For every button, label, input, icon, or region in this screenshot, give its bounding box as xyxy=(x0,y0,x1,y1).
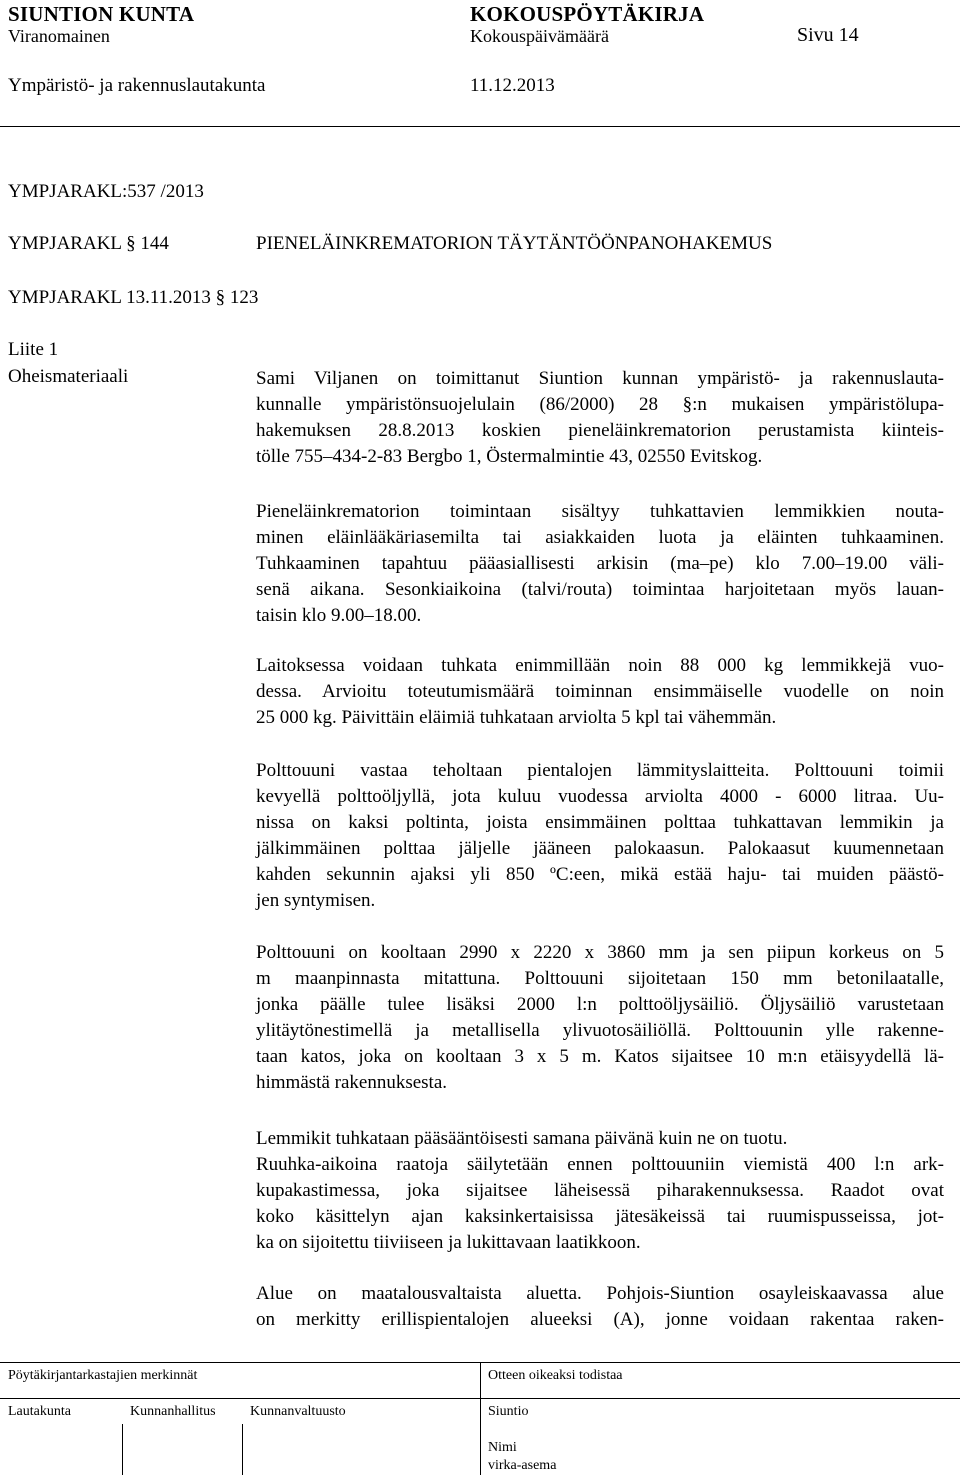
executive-label: Kunnanhallitus xyxy=(130,1404,216,1419)
text-line: ylitäytönestimellä ja metallisella ylivuotosäiliöllä. Polttouunin ylle rakenne- xyxy=(256,1020,944,1041)
title-label: virka-asema xyxy=(488,1458,557,1473)
text-line: hakemuksen 28.8.2013 koskien pieneläinkrematorion perustamista kiinteis- xyxy=(256,420,944,441)
document-type: KOKOUSPÖYTÄKIRJA xyxy=(470,2,705,26)
footer-row-divider xyxy=(0,1398,960,1399)
footer-cell-divider xyxy=(122,1424,123,1475)
text-line: jälkimmäinen polttaa jäljelle jääneen palokaasun. Palokaasut kuumennetaan xyxy=(256,838,944,859)
municipality-name: SIUNTION KUNTA xyxy=(8,2,195,26)
certified-label: Otteen oikeaksi todistaa xyxy=(488,1368,623,1383)
text-line: Polttouuni on kooltaan 2990 x 2220 x 3860 mm ja sen piipun korkeus on 5 xyxy=(256,942,944,963)
text-line: koko käsittelyn ajan kaksinkertaisissa jätesäkeissä tai ruumispusseissa, jot- xyxy=(256,1206,944,1227)
text-line: taan katos, joka on kooltaan 3 x 5 m. Katos sijaitsee 10 m:n etäisyydellä lä- xyxy=(256,1046,944,1067)
paragraph-application xyxy=(256,366,944,470)
paragraph-capacity xyxy=(256,653,944,731)
text-line: Sami Viljanen on toimittanut Siuntion kunnan ympäristö- ja rakennuslauta- xyxy=(256,368,944,389)
paragraph-dimensions xyxy=(256,940,944,1096)
text-line: on merkitty erillispientalojen alueeksi (A), jonne voidaan rakentaa raken- xyxy=(256,1309,944,1330)
text-line: Pieneläinkrematorion toimintaan sisältyy tuhkattavien lemmikkien nouta- xyxy=(256,501,944,522)
attachment-label: Liite 1 xyxy=(8,339,59,360)
text-line: kupakastimessa, joka sijaitsee läheisessä piharakennuksessa. Raadot ovat xyxy=(256,1180,944,1201)
text-line: senä aikana. Sesonkiaikoina (talvi/routa) toimintaa harjoitetaan myös lauan- xyxy=(256,579,944,600)
meeting-date: 11.12.2013 xyxy=(470,75,555,96)
text-line: m maanpinnasta mitattuna. Polttouuni sijoitetaan 150 mm betonilaatalle, xyxy=(256,968,944,989)
text-line: kevyellä polttoöljyllä, jota kuluu vuodessa arviolta 4000 - 6000 litraa. Uu- xyxy=(256,786,944,807)
info-material-label: Oheismateriaali xyxy=(8,366,129,387)
footer-cell-divider xyxy=(242,1424,243,1475)
text-line: ka on sijoitettu tiiviiseen ja lukittavaan laatikkoon. xyxy=(256,1232,641,1253)
previous-section-reference: YMPJARAKL 13.11.2013 § 123 xyxy=(8,287,259,308)
text-line: Ruuhka-aikoina raatoja säilytetään ennen polttouuniin viemistä 400 l:n ark- xyxy=(256,1154,944,1175)
name-label: Nimi xyxy=(488,1440,517,1455)
text-line: taisin klo 9.00–18.00. xyxy=(256,605,422,626)
paragraph-zoning xyxy=(256,1281,944,1333)
text-line: Tuhkaaminen tapahtuu pääasiallisesti arkisin (ma–pe) klo 7.00–19.00 väli- xyxy=(256,553,944,574)
text-line: Lemmikit tuhkataan pääsääntöisesti samana päivänä kuin ne on tuotu. xyxy=(256,1128,788,1149)
text-line: jonka päälle tulee lisäksi 2000 l:n polttoöljysäiliö. Öljysäiliö varustetaan xyxy=(256,994,944,1015)
authority-name: Ympäristö- ja rakennuslautakunta xyxy=(8,75,266,96)
section-title: PIENELÄINKREMATORION TÄYTÄNTÖÖNPANOHAKEMUS xyxy=(256,233,773,254)
council-label: Kunnanvaltuusto xyxy=(250,1404,346,1419)
text-line: tölle 755–434-2-83 Bergbo 1, Östermalmintie 43, 02550 Evitskog. xyxy=(256,446,763,467)
text-line: jen syntymisen. xyxy=(256,890,376,911)
text-line: kahden sekunnin ajaksi yli 850 ºC:een, mikä estää haju- tai muiden päästö- xyxy=(256,864,944,885)
authority-label: Viranomainen xyxy=(8,26,110,46)
text-line: minen eläinlääkäriasemilta tai asiakkaiden luota ja eläinten tuhkaaminen. xyxy=(256,527,944,548)
signatures-label: Pöytäkirjantarkastajien merkinnät xyxy=(8,1368,198,1383)
case-reference: YMPJARAKL:537 /2013 xyxy=(8,181,204,202)
header-divider xyxy=(0,126,960,127)
text-line: Laitoksessa voidaan tuhkata enimmillään noin 88 000 kg lemmikkejä vuo- xyxy=(256,655,944,676)
page-number: Sivu 14 xyxy=(797,24,859,46)
place-label: Siuntio xyxy=(488,1404,529,1419)
paragraph-operations xyxy=(256,499,944,629)
paragraph-furnace xyxy=(256,758,944,914)
meeting-date-label: Kokouspäivämäärä xyxy=(470,26,609,46)
footer-column-divider xyxy=(480,1362,481,1475)
text-line: Polttouuni vastaa teholtaan pientalojen lämmityslaitteita. Polttouuni toimii xyxy=(256,760,944,781)
text-line: Alue on maatalousvaltaista aluetta. Pohjois-Siuntion osayleiskaavassa alue xyxy=(256,1283,944,1304)
text-line: dessa. Arvioitu toteutumismäärä toiminnan ensimmäiselle vuodelle on noin xyxy=(256,681,944,702)
section-reference: YMPJARAKL § 144 xyxy=(8,233,169,254)
paragraph-storage xyxy=(256,1126,944,1256)
text-line: nissa on kaksi poltinta, joista ensimmäinen polttaa tuhkattavan lemmikin ja xyxy=(256,812,944,833)
text-line: himmästä rakennuksesta. xyxy=(256,1072,448,1093)
text-line: kunnalle ympäristönsuojelulain (86/2000) 28 §:n mukaisen ympäristölupa- xyxy=(256,394,944,415)
board-label: Lautakunta xyxy=(8,1404,71,1419)
text-line: 25 000 kg. Päivittäin eläimiä tuhkataan arviolta 5 kpl tai vähemmän. xyxy=(256,707,777,728)
